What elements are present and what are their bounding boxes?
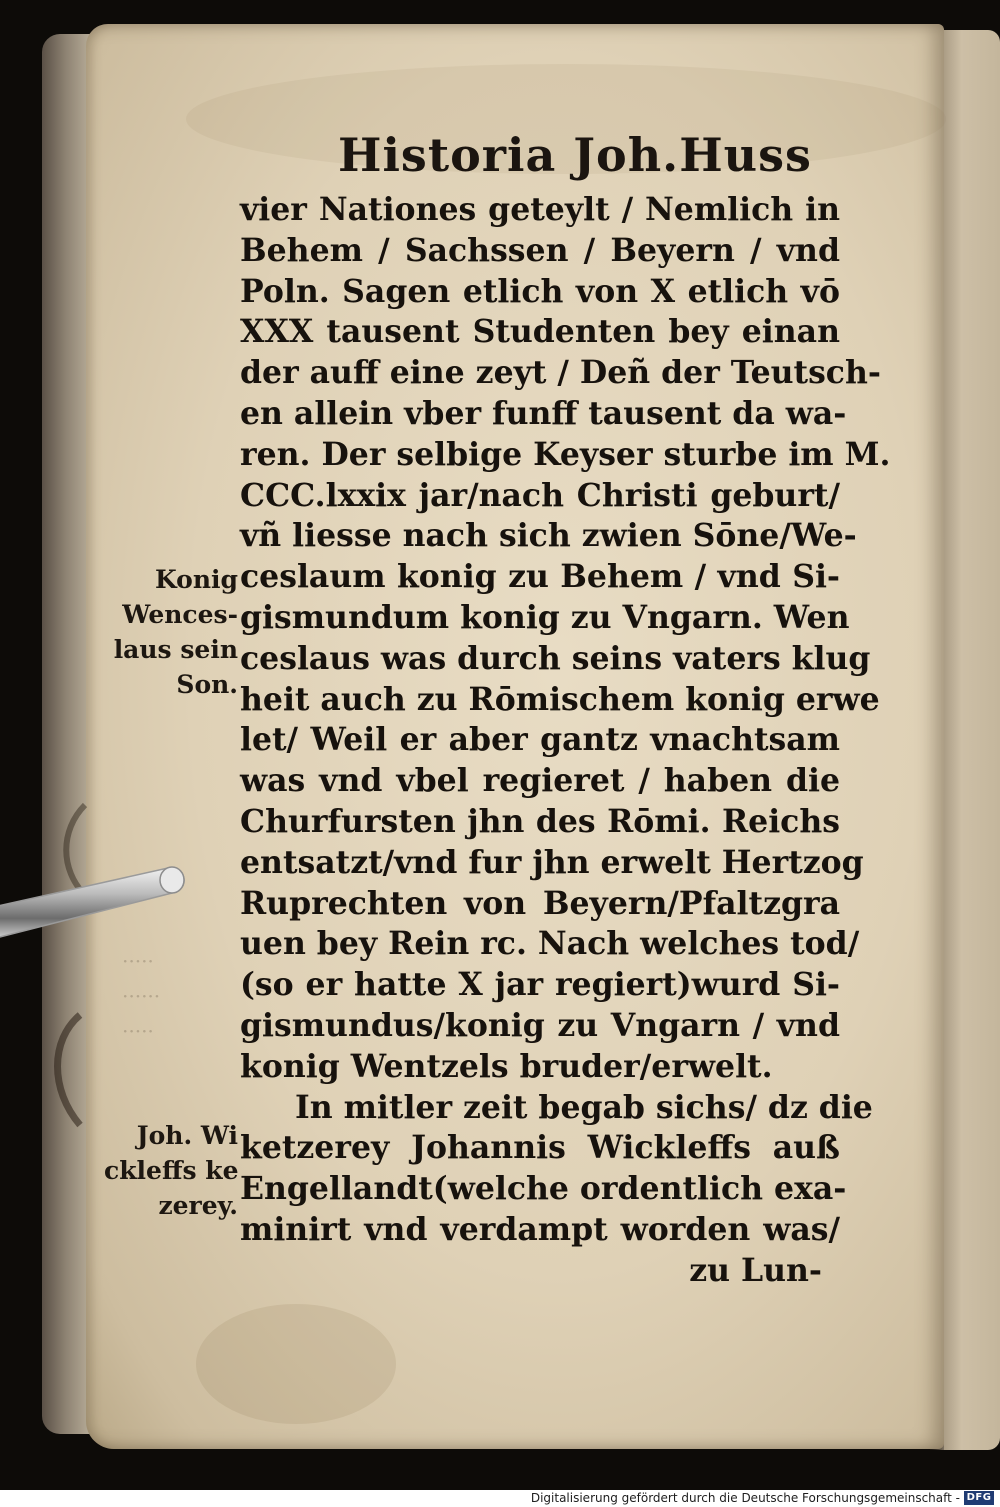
marginal-note-line: Konig bbox=[154, 565, 238, 594]
body-text-block bbox=[240, 190, 891, 1292]
text-line: ceslaus was durch seins vaters klug bbox=[240, 639, 871, 677]
text-line: Poln. Sagen etlich von X etlich vō bbox=[240, 272, 840, 310]
marginal-note-line: ckleffs ke bbox=[104, 1156, 239, 1185]
dfg-logo: DFG bbox=[964, 1491, 994, 1505]
text-line: entsatzt/vnd fur jhn erwelt Hertzog bbox=[240, 843, 864, 881]
text-line: was vnd vbel regieret / haben die bbox=[240, 762, 840, 800]
text-line: ceslaum konig zu Behem / vnd Si- bbox=[240, 558, 840, 596]
marginal-note-line: Wences- bbox=[122, 600, 238, 629]
show-through-marginalia: ····· ······ ····· bbox=[122, 949, 161, 1043]
text-line: minirt vnd verdampt worden was/ bbox=[240, 1210, 840, 1248]
text-line: gismundus/konig zu Vngarn / vnd bbox=[240, 1006, 840, 1044]
text-line: Churfursten jhn des Rōmi. Reichs bbox=[240, 802, 840, 840]
catchword: zu Lun- bbox=[689, 1251, 822, 1289]
text-line: Ruprechten von Beyern/Pfaltzgra bbox=[240, 884, 840, 922]
marginal-note-line: Son. bbox=[176, 670, 238, 699]
paper-stain bbox=[196, 1304, 396, 1424]
glass-page-weight-rod bbox=[0, 858, 200, 978]
text-line: let/ Weil er aber gantz vnachtsam bbox=[240, 721, 840, 759]
text-line: konig Wentzels bruder/erwelt. bbox=[240, 1047, 773, 1085]
paragraph-first-line: In mitler zeit begab sichs/ dz die bbox=[295, 1088, 873, 1126]
text-line: en allein vber funff tausent da wa- bbox=[240, 394, 847, 432]
marginal-note-line: laus sein bbox=[113, 635, 238, 664]
text-line: CCC.lxxix jar/nach Christi geburt/ bbox=[240, 476, 840, 514]
text-line: ren. Der selbige Keyser sturbe im M. bbox=[240, 435, 891, 473]
digitization-credit: Digitalisierung gefördert durch die Deutsche Forschungsgemeinschaft - bbox=[530, 1491, 960, 1505]
text-line: uen bey Rein rc. Nach welches tod/ bbox=[240, 925, 860, 963]
text-line: der auff eine zeyt / Deñ der Teutsch- bbox=[240, 354, 881, 392]
text-line: Behem / Sachssen / Beyern / vnd bbox=[240, 231, 840, 269]
text-line: Engellandt(welche ordentlich exa- bbox=[240, 1170, 847, 1208]
text-line: XXX tausent Studenten bey einan bbox=[240, 313, 840, 351]
text-line: heit auch zu Rōmischem konig erwe bbox=[240, 680, 880, 718]
show-through-mark bbox=[40, 1010, 100, 1130]
marginal-note-wickleff bbox=[104, 1118, 238, 1223]
text-line: vñ liesse nach sich zwien Sōne/We- bbox=[240, 517, 857, 555]
marginal-note-konig-wenceslaus bbox=[104, 562, 238, 702]
running-head: Historia Joh.Huss bbox=[338, 128, 812, 182]
text-line: vier Nationes geteylt / Nemlich in bbox=[240, 191, 840, 228]
text-line: ketzerey Johannis Wickleffs auß bbox=[240, 1129, 840, 1167]
text-line: (so er hatte X jar regiert)wurd Si- bbox=[240, 966, 840, 1004]
text-line: gismundum konig zu Vngarn. Wen bbox=[240, 598, 850, 636]
marginal-note-line: Joh. Wi bbox=[136, 1121, 238, 1150]
marginal-note-line: zerey. bbox=[158, 1191, 238, 1220]
